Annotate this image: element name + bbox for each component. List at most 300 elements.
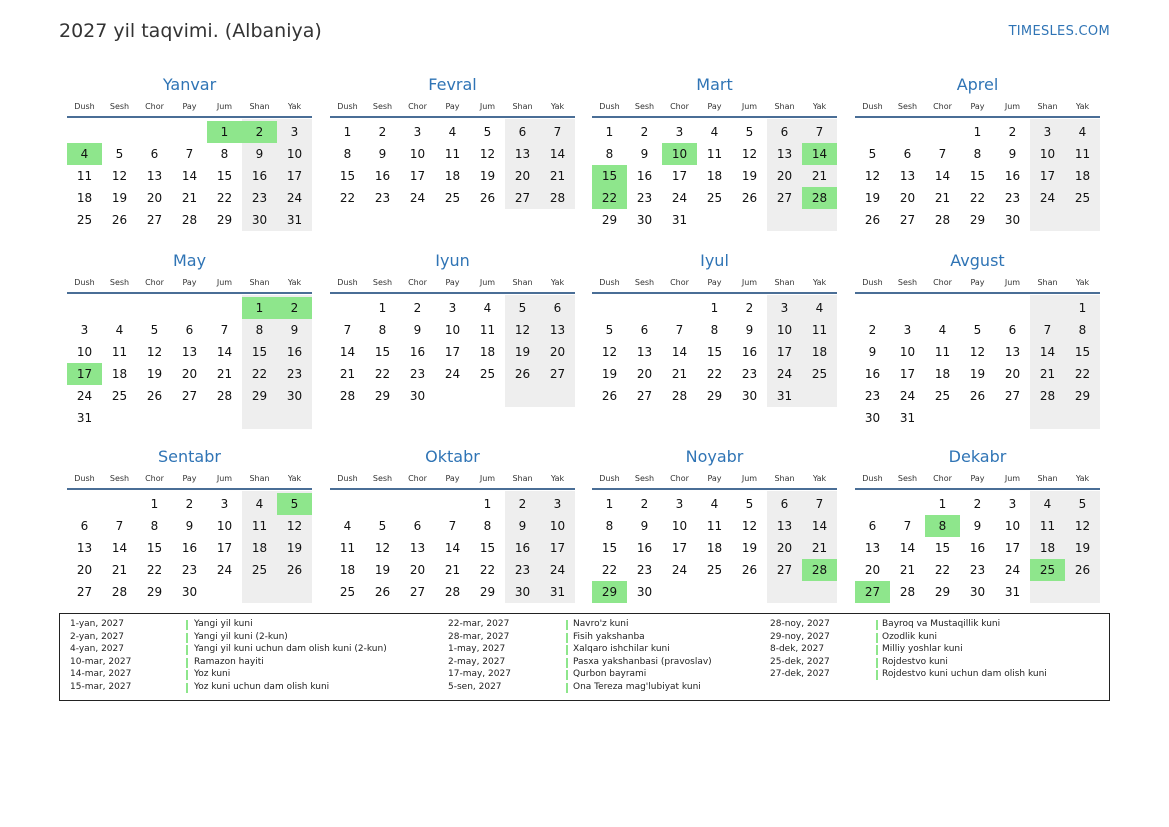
calendar-day: 11 <box>934 345 951 359</box>
legend-holiday-name: Qurbon bayrami <box>573 669 647 680</box>
calendar-day: 15 <box>251 345 268 359</box>
weekday-label: Chor <box>408 278 427 287</box>
calendar-day: 14 <box>671 345 688 359</box>
calendar-day: 17 <box>671 541 688 555</box>
calendar-day: 14 <box>549 147 566 161</box>
calendar-day: 22 <box>339 191 356 205</box>
calendar-day: 17 <box>409 169 426 183</box>
calendar-day: 24 <box>1039 191 1056 205</box>
calendar-day: 26 <box>374 585 391 599</box>
legend-holiday-name: Rojdestvo kuni <box>882 656 948 667</box>
calendar-day: 25 <box>934 389 951 403</box>
calendar-day: 19 <box>374 563 391 577</box>
calendar-day: 18 <box>706 169 723 183</box>
legend-date: 14-mar, 2027 <box>70 669 132 680</box>
weekday-label: Pay <box>970 102 985 111</box>
calendar-day: 4 <box>710 497 719 511</box>
calendar-day: 20 <box>899 191 916 205</box>
weekday-label: Jum <box>1004 474 1021 483</box>
calendar-day: 11 <box>706 519 723 533</box>
holiday-day: 28 <box>802 187 837 209</box>
legend-date: 27-dek, 2027 <box>770 669 830 680</box>
legend-marker <box>186 645 188 655</box>
weekday-label: Yak <box>550 278 565 287</box>
calendar-day: 19 <box>111 191 128 205</box>
holiday-day: 4 <box>67 143 102 165</box>
calendar-day: 4 <box>1043 497 1052 511</box>
month-block <box>330 251 575 441</box>
calendar-day: 22 <box>146 563 163 577</box>
calendar-day: 28 <box>339 389 356 403</box>
holiday-day: 29 <box>592 581 627 603</box>
calendar-day: 24 <box>776 367 793 381</box>
holiday-day: 5 <box>277 493 312 515</box>
calendar-day: 2 <box>378 125 387 139</box>
calendar-day: 1 <box>483 497 492 511</box>
weekday-label: Sesh <box>372 278 393 287</box>
legend-date: 4-yan, 2027 <box>70 644 124 655</box>
legend-date: 1-may, 2027 <box>448 644 506 655</box>
calendar-day: 19 <box>286 541 303 555</box>
header-rule <box>67 116 312 118</box>
calendar-day: 17 <box>776 345 793 359</box>
calendar-day: 3 <box>553 497 562 511</box>
calendar-day: 11 <box>479 323 496 337</box>
calendar-day: 13 <box>776 519 793 533</box>
calendar-day: 27 <box>899 213 916 227</box>
calendar-day: 19 <box>1074 541 1091 555</box>
header-rule <box>330 488 575 490</box>
weekday-label: Pay <box>182 278 197 287</box>
calendar-day: 23 <box>636 191 653 205</box>
month-title: Iyul <box>700 251 729 270</box>
header-rule <box>855 116 1100 118</box>
weekday-label: Sesh <box>634 102 655 111</box>
calendar-day: 29 <box>601 213 618 227</box>
site-link[interactable]: TIMESLES.COM <box>1008 24 1110 39</box>
month-title: May <box>172 251 207 270</box>
calendar-day: 10 <box>444 323 461 337</box>
calendar-day: 1 <box>710 301 719 315</box>
calendar-day: 7 <box>448 519 457 533</box>
calendar-day: 20 <box>1004 367 1021 381</box>
calendar-day: 17 <box>444 345 461 359</box>
header-rule <box>330 116 575 118</box>
calendar-day: 11 <box>1074 147 1091 161</box>
holiday-day: 22 <box>592 187 627 209</box>
calendar-day: 27 <box>146 213 163 227</box>
header-rule <box>855 292 1100 294</box>
calendar-day: 30 <box>409 389 426 403</box>
calendar-day: 29 <box>706 389 723 403</box>
weekday-label: Yak <box>1075 102 1090 111</box>
calendar-day: 6 <box>640 323 649 337</box>
calendar-day: 28 <box>1039 389 1056 403</box>
calendar-day: 22 <box>374 367 391 381</box>
calendar-day: 14 <box>811 519 828 533</box>
calendar-day: 30 <box>251 213 268 227</box>
weekday-label: Jum <box>741 474 758 483</box>
calendar-day: 3 <box>780 301 789 315</box>
calendar-day: 14 <box>181 169 198 183</box>
weekday-label: Pay <box>445 102 460 111</box>
calendar-day: 5 <box>745 497 754 511</box>
weekday-label: Pay <box>182 102 197 111</box>
calendar-day: 19 <box>514 345 531 359</box>
weekday-label: Chor <box>145 474 164 483</box>
calendar-day: 8 <box>220 147 229 161</box>
calendar-day: 22 <box>479 563 496 577</box>
calendar-day: 15 <box>479 541 496 555</box>
weekday-label: Dush <box>862 278 883 287</box>
calendar-day: 8 <box>255 323 264 337</box>
legend-holiday-name: Xalqaro ishchilar kuni <box>573 644 670 655</box>
calendar-day: 23 <box>181 563 198 577</box>
calendar-day: 21 <box>444 563 461 577</box>
legend-date: 2-may, 2027 <box>448 656 506 667</box>
calendar-day: 25 <box>811 367 828 381</box>
legend-date: 28-mar, 2027 <box>448 631 510 642</box>
calendar-day: 27 <box>636 389 653 403</box>
calendar-day: 17 <box>899 367 916 381</box>
calendar-day: 12 <box>601 345 618 359</box>
legend-date: 8-dek, 2027 <box>770 644 825 655</box>
calendar-day: 6 <box>868 519 877 533</box>
weekday-label: Shan <box>249 102 270 111</box>
calendar-day: 2 <box>868 323 877 337</box>
calendar-day: 24 <box>444 367 461 381</box>
calendar-day: 13 <box>1004 345 1021 359</box>
calendar-day: 25 <box>444 191 461 205</box>
month-title: Sentabr <box>158 447 221 466</box>
calendar-day: 30 <box>741 389 758 403</box>
calendar-day: 30 <box>864 411 881 425</box>
legend-marker <box>186 683 188 693</box>
calendar-day: 28 <box>671 389 688 403</box>
calendar-day: 22 <box>706 367 723 381</box>
weekday-label: Pay <box>707 474 722 483</box>
calendar-day: 27 <box>514 191 531 205</box>
weekday-label: Yak <box>287 278 302 287</box>
calendar-day: 18 <box>76 191 93 205</box>
calendar-day: 25 <box>251 563 268 577</box>
weekday-label: Dush <box>599 102 620 111</box>
calendar-day: 28 <box>181 213 198 227</box>
weekday-label: Yak <box>1075 474 1090 483</box>
calendar-day: 17 <box>286 169 303 183</box>
calendar-day: 28 <box>444 585 461 599</box>
month-block <box>855 251 1100 441</box>
calendar-day: 30 <box>181 585 198 599</box>
weekday-label: Jum <box>216 102 233 111</box>
holiday-day: 2 <box>242 121 277 143</box>
header-rule <box>67 488 312 490</box>
legend-marker <box>566 683 568 693</box>
calendar-day: 16 <box>636 169 653 183</box>
calendar-day: 18 <box>934 367 951 381</box>
legend-holiday-name: Ona Tereza mag'lubiyat kuni <box>573 682 701 692</box>
calendar-day: 5 <box>1078 497 1087 511</box>
weekday-label: Pay <box>970 474 985 483</box>
weekday-label: Jum <box>1004 278 1021 287</box>
weekday-label: Yak <box>287 474 302 483</box>
weekday-label: Dush <box>599 278 620 287</box>
calendar-day: 20 <box>776 169 793 183</box>
page-title: 2027 yil taqvimi. (Albaniya) <box>59 20 322 42</box>
calendar-day: 18 <box>811 345 828 359</box>
calendar-day: 10 <box>671 519 688 533</box>
calendar-day: 14 <box>899 541 916 555</box>
calendar-day: 5 <box>745 125 754 139</box>
calendar-day: 2 <box>518 497 527 511</box>
weekday-label: Shan <box>1037 474 1058 483</box>
calendar-day: 1 <box>1078 301 1087 315</box>
month-block <box>592 251 837 441</box>
calendar-day: 5 <box>115 147 124 161</box>
calendar-day: 9 <box>640 147 649 161</box>
month-block <box>855 447 1100 637</box>
legend-holiday-name: Yangi yil kuni (2-kun) <box>194 631 288 642</box>
holiday-day: 28 <box>802 559 837 581</box>
calendar-day: 11 <box>76 169 93 183</box>
calendar-day: 25 <box>1074 191 1091 205</box>
calendar-day: 7 <box>343 323 352 337</box>
calendar-day: 13 <box>776 147 793 161</box>
calendar-day: 13 <box>409 541 426 555</box>
calendar-day: 19 <box>741 169 758 183</box>
calendar-day: 6 <box>553 301 562 315</box>
calendar-day: 2 <box>640 497 649 511</box>
calendar-day: 4 <box>448 125 457 139</box>
calendar-day: 26 <box>286 563 303 577</box>
legend-marker <box>566 670 568 680</box>
calendar-day: 10 <box>409 147 426 161</box>
calendar-day: 9 <box>973 519 982 533</box>
calendar-day: 6 <box>413 519 422 533</box>
calendar-day: 6 <box>80 519 89 533</box>
calendar-day: 6 <box>150 147 159 161</box>
calendar-day: 30 <box>514 585 531 599</box>
calendar-day: 7 <box>815 125 824 139</box>
calendar-day: 9 <box>413 323 422 337</box>
calendar-day: 12 <box>1074 519 1091 533</box>
month-block <box>67 75 312 265</box>
calendar-day: 4 <box>343 519 352 533</box>
weekday-label: Chor <box>670 474 689 483</box>
calendar-day: 13 <box>864 541 881 555</box>
calendar-day: 8 <box>605 519 614 533</box>
calendar-day: 16 <box>864 367 881 381</box>
legend-holiday-name: Rojdestvo kuni uchun dam olish kuni <box>882 669 1047 680</box>
calendar-day: 31 <box>549 585 566 599</box>
legend-marker <box>876 645 878 655</box>
weekday-label: Yak <box>812 474 827 483</box>
calendar-day: 14 <box>934 169 951 183</box>
calendar-day: 5 <box>378 519 387 533</box>
calendar-day: 27 <box>409 585 426 599</box>
calendar-day: 4 <box>710 125 719 139</box>
weekday-label: Sesh <box>372 474 393 483</box>
calendar-day: 29 <box>146 585 163 599</box>
calendar-day: 18 <box>444 169 461 183</box>
calendar-day: 21 <box>811 541 828 555</box>
legend-date: 29-noy, 2027 <box>770 631 830 642</box>
calendar-day: 2 <box>973 497 982 511</box>
calendar-day: 12 <box>741 147 758 161</box>
month-block <box>330 75 575 265</box>
legend-date: 5-sen, 2027 <box>448 682 502 692</box>
calendar-day: 4 <box>815 301 824 315</box>
calendar-day: 12 <box>146 345 163 359</box>
calendar-day: 9 <box>640 519 649 533</box>
calendar-day: 3 <box>675 497 684 511</box>
weekday-label: Chor <box>933 474 952 483</box>
calendar-day: 14 <box>339 345 356 359</box>
calendar-day: 29 <box>374 389 391 403</box>
holiday-day: 15 <box>592 165 627 187</box>
calendar-day: 16 <box>409 345 426 359</box>
calendar-day: 9 <box>290 323 299 337</box>
calendar-day: 6 <box>518 125 527 139</box>
calendar-day: 18 <box>706 541 723 555</box>
weekday-label: Shan <box>512 474 533 483</box>
calendar-day: 17 <box>549 541 566 555</box>
legend-marker <box>876 633 878 643</box>
calendar-day: 1 <box>150 497 159 511</box>
calendar-day: 20 <box>146 191 163 205</box>
weekday-label: Jum <box>741 278 758 287</box>
calendar-day: 5 <box>518 301 527 315</box>
weekday-label: Sesh <box>109 278 130 287</box>
calendar-day: 7 <box>185 147 194 161</box>
header-rule <box>330 292 575 294</box>
calendar-day: 9 <box>1008 147 1017 161</box>
calendar-day: 23 <box>251 191 268 205</box>
calendar-day: 27 <box>181 389 198 403</box>
calendar-day: 1 <box>938 497 947 511</box>
calendar-day: 5 <box>483 125 492 139</box>
calendar-day: 23 <box>969 563 986 577</box>
calendar-day: 17 <box>671 169 688 183</box>
legend-date: 22-mar, 2027 <box>448 619 510 629</box>
calendar-day: 11 <box>1039 519 1056 533</box>
weekday-label: Yak <box>812 102 827 111</box>
weekday-label: Shan <box>249 278 270 287</box>
calendar-day: 20 <box>514 169 531 183</box>
weekday-label: Jum <box>216 474 233 483</box>
calendar-day: 15 <box>1074 345 1091 359</box>
weekday-label: Pay <box>445 278 460 287</box>
calendar-day: 19 <box>479 169 496 183</box>
calendar-day: 31 <box>671 213 688 227</box>
calendar-day: 18 <box>479 345 496 359</box>
legend-marker <box>566 633 568 643</box>
calendar-day: 9 <box>518 519 527 533</box>
calendar-day: 16 <box>514 541 531 555</box>
calendar-day: 15 <box>969 169 986 183</box>
legend-holiday-name: Yoz kuni uchun dam olish kuni <box>194 682 330 692</box>
calendar-day: 23 <box>286 367 303 381</box>
calendar-day: 5 <box>605 323 614 337</box>
calendar-day: 6 <box>780 125 789 139</box>
calendar-day: 11 <box>251 519 268 533</box>
calendar-day: 20 <box>76 563 93 577</box>
legend-date: 1-yan, 2027 <box>70 619 124 629</box>
calendar-day: 1 <box>605 125 614 139</box>
calendar-day: 5 <box>150 323 159 337</box>
calendar-day: 24 <box>899 389 916 403</box>
calendar-day: 14 <box>111 541 128 555</box>
legend-marker <box>186 620 188 630</box>
calendar-day: 11 <box>339 541 356 555</box>
weekday-label: Chor <box>145 278 164 287</box>
calendar-day: 21 <box>811 169 828 183</box>
weekday-label: Jum <box>1004 102 1021 111</box>
legend-marker <box>566 620 568 630</box>
calendar-day: 12 <box>111 169 128 183</box>
weekday-label: Jum <box>741 102 758 111</box>
calendar-day: 26 <box>601 389 618 403</box>
calendar-day: 12 <box>514 323 531 337</box>
legend-marker <box>186 670 188 680</box>
calendar-day: 12 <box>286 519 303 533</box>
calendar-day: 8 <box>710 323 719 337</box>
weekday-label: Sesh <box>897 278 918 287</box>
calendar-day: 15 <box>601 541 618 555</box>
weekday-label: Chor <box>933 102 952 111</box>
calendar-day: 27 <box>776 563 793 577</box>
calendar-day: 23 <box>409 367 426 381</box>
calendar-day: 13 <box>636 345 653 359</box>
weekday-label: Jum <box>479 278 496 287</box>
calendar-day: 13 <box>181 345 198 359</box>
calendar-day: 15 <box>216 169 233 183</box>
calendar-day: 20 <box>636 367 653 381</box>
calendar-day: 27 <box>76 585 93 599</box>
weekday-label: Chor <box>670 278 689 287</box>
calendar-day: 5 <box>868 147 877 161</box>
calendar-day: 22 <box>251 367 268 381</box>
calendar-day: 28 <box>899 585 916 599</box>
calendar-day: 28 <box>549 191 566 205</box>
calendar-day: 11 <box>444 147 461 161</box>
calendar-day: 16 <box>969 541 986 555</box>
month-title: Oktabr <box>425 447 480 466</box>
calendar-day: 10 <box>286 147 303 161</box>
calendar-day: 13 <box>76 541 93 555</box>
calendar-day: 23 <box>374 191 391 205</box>
holiday-day: 25 <box>1030 559 1065 581</box>
calendar-day: 30 <box>1004 213 1021 227</box>
legend-date: 15-mar, 2027 <box>70 682 132 692</box>
calendar-day: 15 <box>374 345 391 359</box>
calendar-day: 31 <box>776 389 793 403</box>
calendar-day: 22 <box>601 563 618 577</box>
weekday-label: Pay <box>707 102 722 111</box>
calendar-day: 3 <box>80 323 89 337</box>
calendar-day: 21 <box>934 191 951 205</box>
legend-holiday-name: Bayroq va Mustaqillik kuni <box>882 619 1001 629</box>
calendar-day: 30 <box>636 213 653 227</box>
weekday-label: Chor <box>933 278 952 287</box>
calendar-day: 25 <box>76 213 93 227</box>
calendar-day: 14 <box>1039 345 1056 359</box>
calendar-day: 15 <box>934 541 951 555</box>
weekday-label: Pay <box>182 474 197 483</box>
weekday-label: Jum <box>479 474 496 483</box>
calendar-day: 18 <box>111 367 128 381</box>
calendar-day: 6 <box>185 323 194 337</box>
